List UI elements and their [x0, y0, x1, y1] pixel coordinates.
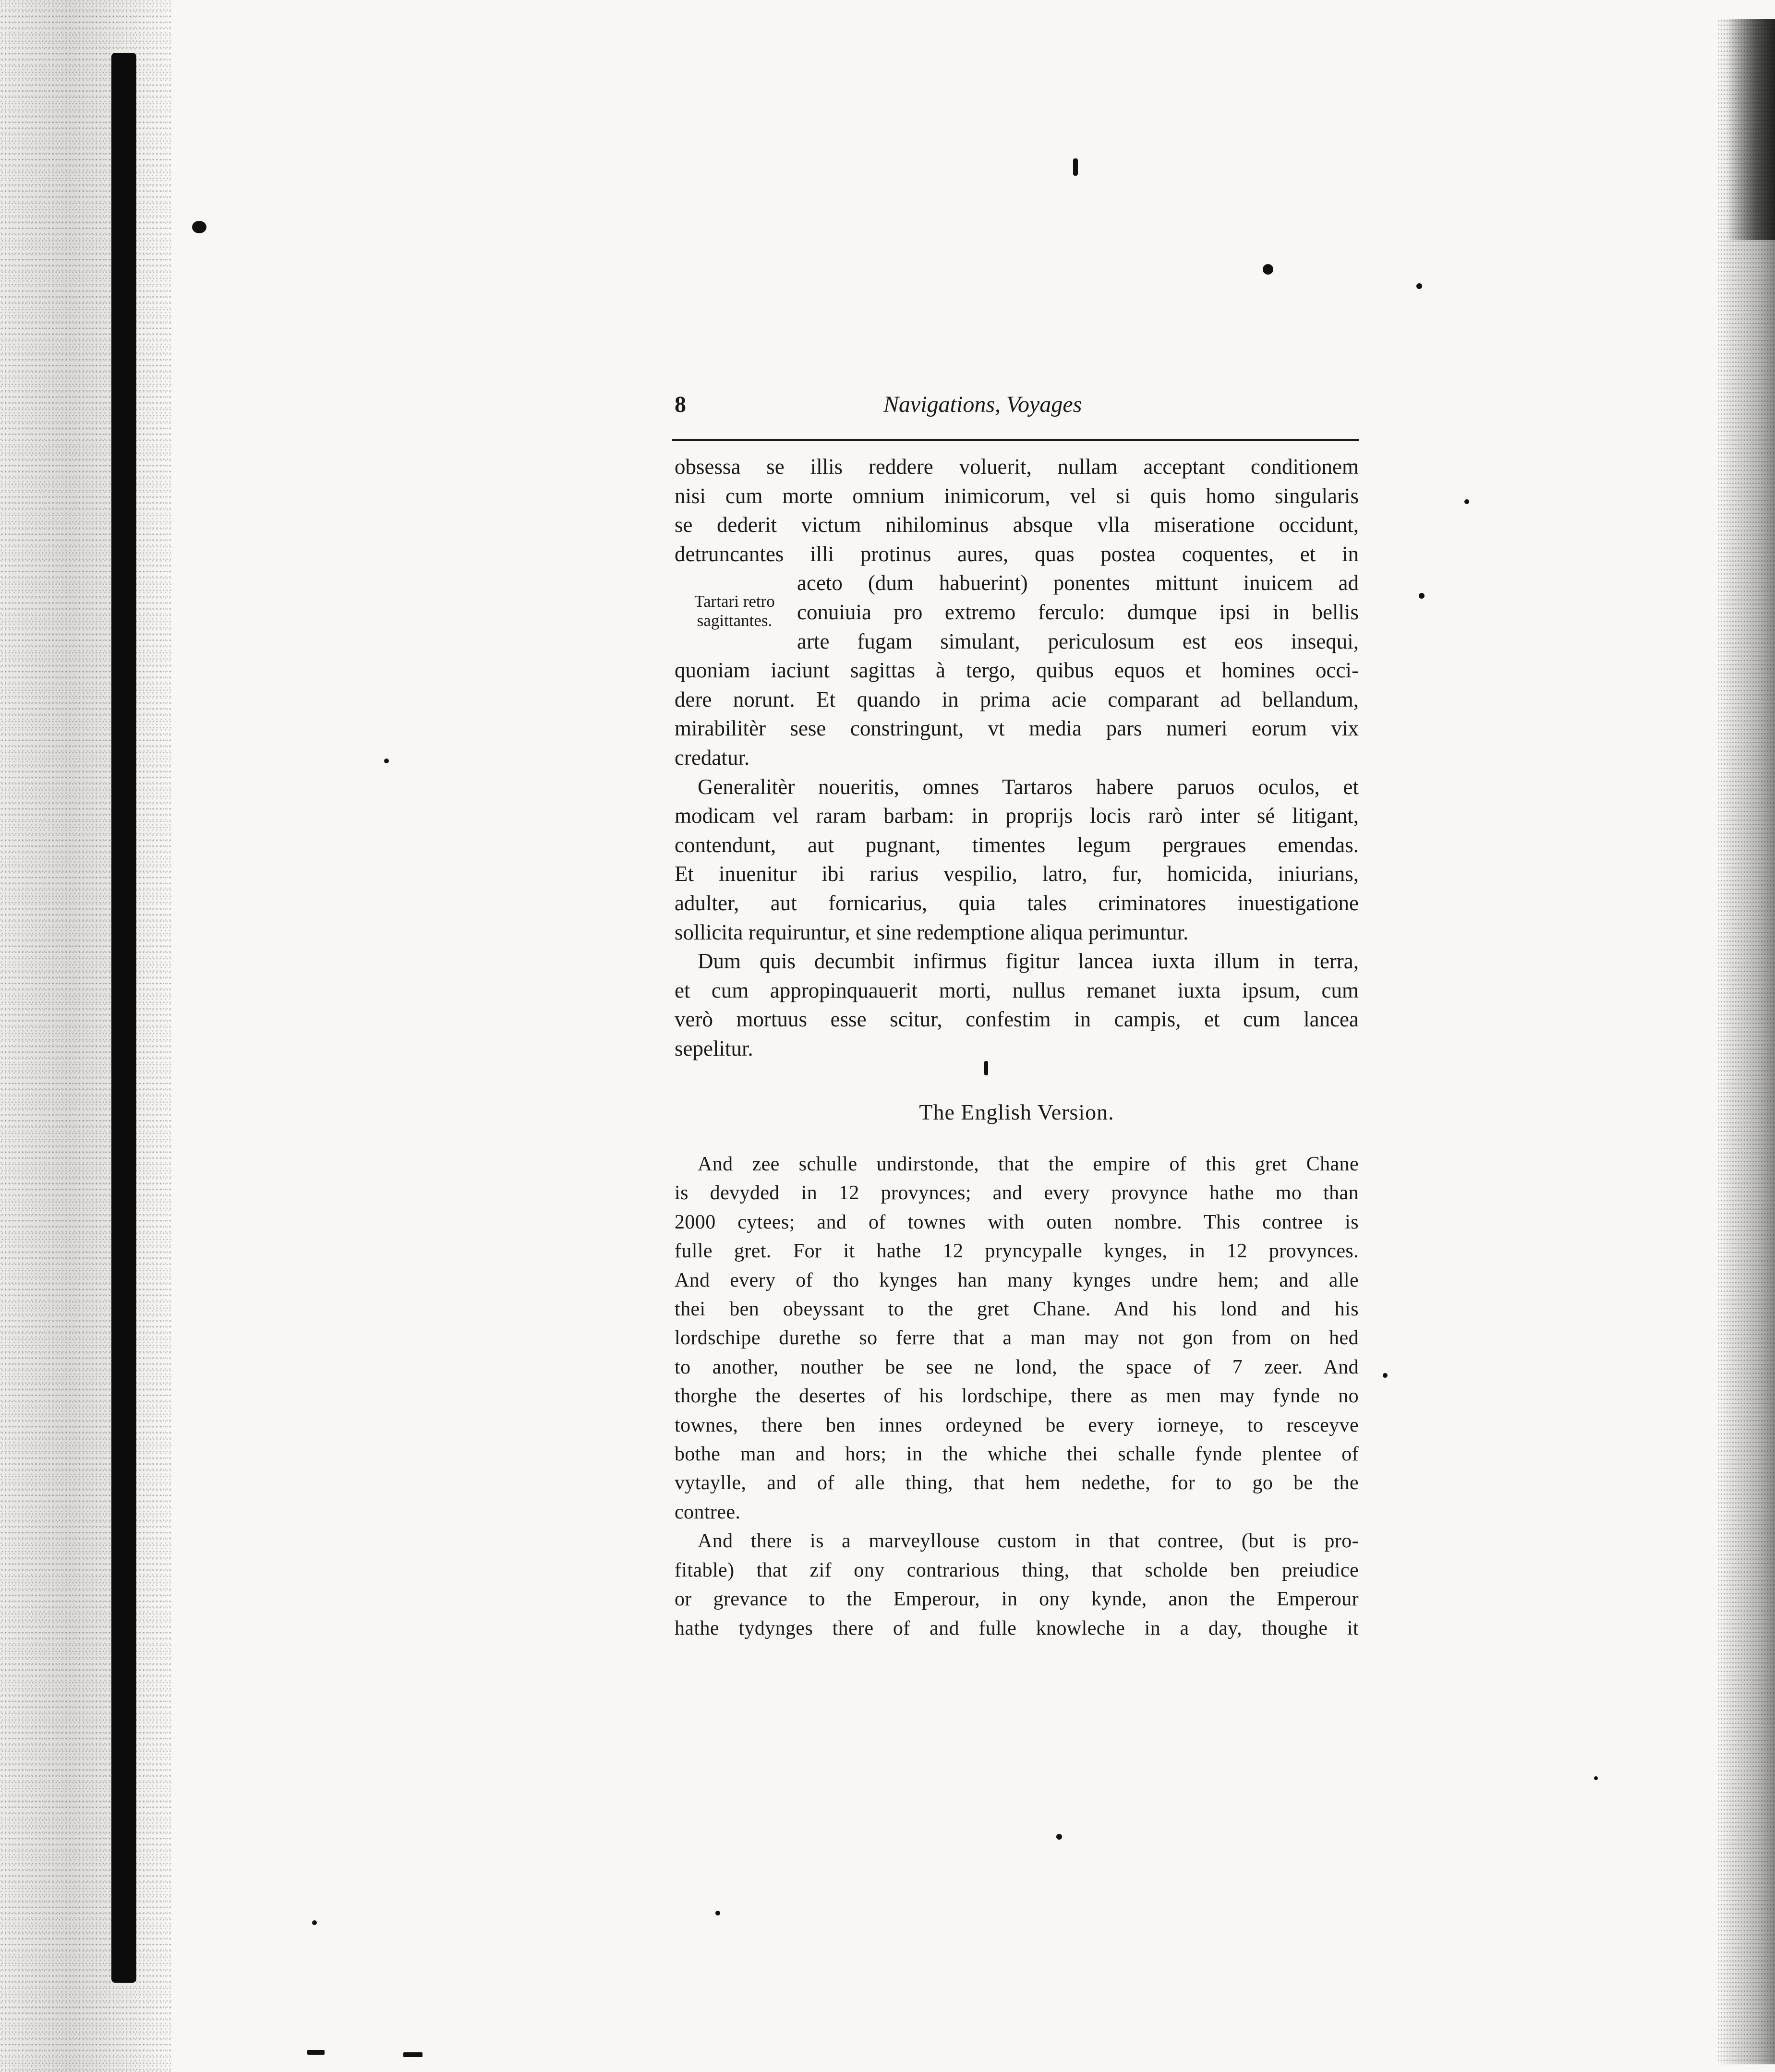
scan-speck — [1416, 283, 1422, 289]
text-line: thorghe the desertes of his lordschipe, there as men may fynde no — [675, 1385, 1359, 1408]
text-line: obsessa se illis reddere voluerit, nullam acceptant conditionem — [675, 455, 1359, 479]
scan-speck — [715, 1911, 720, 1915]
scan-speck — [984, 1061, 988, 1075]
scan-speck — [1056, 1834, 1062, 1840]
text-line: verò mortuus esse scitur, confestim in campis, et cum lancea — [675, 1007, 1359, 1032]
scan-speck — [384, 759, 389, 763]
scan-speck — [1073, 158, 1078, 176]
text-line: fulle gret. For it hathe 12 pryncypalle kynges, in 12 provynces. — [675, 1240, 1359, 1263]
text-line: nisi cum morte omnium inimicorum, vel si quis homo singularis — [675, 483, 1359, 508]
scan-speck — [1383, 1373, 1388, 1378]
english-text-block — [675, 1150, 1359, 1643]
scan-speck — [403, 2052, 423, 2057]
latin-text-block — [675, 452, 1359, 1063]
text-line: quoniam iaciunt sagittas à tergo, quibus equos et homines occi- — [675, 658, 1359, 683]
text-line: se dederit victum nihilominus absque vlla miseratione occidunt, — [675, 513, 1359, 537]
text-line: arte fugam simulant, periculosum est eos insequi, — [797, 629, 1359, 653]
scan-edge-dark-top-right — [1727, 19, 1775, 240]
text-line: conuiuia pro extremo ferculo: dumque ipsi in bellis — [797, 600, 1359, 624]
text-line: et cum appropinquauerit morti, nullus remanet iuxta ipsum, cum — [675, 978, 1359, 1002]
text-line: And zee schulle undirstonde, that the empire of this gret Chane — [698, 1153, 1359, 1175]
text-line: 2000 cytees; and of townes with outen nombre. This contree is — [675, 1211, 1359, 1233]
text-line: Dum quis decumbit infirmus figitur lancea iuxta illum in terra, — [698, 949, 1359, 974]
page-number: 8 — [675, 392, 686, 417]
text-line: mirabilitèr sese constringunt, vt media pars numeri eorum vix — [675, 716, 1359, 741]
text-line: sepelitur. — [675, 1036, 753, 1060]
scan-speck — [1263, 264, 1273, 275]
text-line: or grevance to the Emperour, in ony kynde, anon the Emperour — [675, 1588, 1359, 1611]
text-line: bothe man and hors; in the whiche thei schalle fynde plentee of — [675, 1443, 1359, 1466]
text-line: hathe tydynges there of and fulle knowleche in a day, thoughe it — [675, 1617, 1359, 1639]
text-line: thei ben obeyssant to the gret Chane. And his lond and his — [675, 1298, 1359, 1321]
scan-speck — [1594, 1776, 1598, 1780]
text-line: is devyded in 12 provynces; and every provynce hathe mo than — [675, 1182, 1359, 1205]
text-line: vytaylle, and of alle thing, that hem nedethe, for to go be the — [675, 1472, 1359, 1494]
text-line: fitable) that zif ony contrarious thing, that scholde ben preiudice — [675, 1559, 1359, 1581]
scan-speck — [312, 1920, 317, 1925]
text-line: dere norunt. Et quando in prima acie comparant ad bellandum, — [675, 687, 1359, 711]
text-line: lordschipe durethe so ferre that a man may not gon from on hed — [675, 1327, 1359, 1349]
scan-speck — [1464, 499, 1469, 504]
text-line: adulter, aut fornicarius, quia tales criminatores inuestigatione — [675, 891, 1359, 915]
text-line: Generalitèr noueritis, omnes Tartaros habere paruos oculos, et — [698, 774, 1359, 799]
text-line: sollicita requiruntur, et sine redemptione aliqua perimuntur. — [675, 920, 1189, 944]
text-line: Et inuenitur ibi rarius vespilio, latro, fur, homicida, iniurians, — [675, 862, 1359, 886]
text-line: to another, nouther be see ne lond, the space of 7 zeer. And — [675, 1356, 1359, 1378]
text-line: contendunt, aut pugnant, timentes legum pergraues emendas. — [675, 832, 1359, 857]
scan-speck — [307, 2050, 325, 2055]
marginal-note-line: sagittantes. — [697, 611, 773, 630]
scan-speck — [1419, 593, 1425, 599]
running-head: Navigations, Voyages — [883, 392, 1082, 417]
text-line: And every of tho kynges han many kynges undre hem; and alle — [675, 1269, 1359, 1291]
scan-edge-shadow-left — [0, 0, 173, 2072]
text-line: credatur. — [675, 745, 750, 770]
book-binding-shadow — [111, 53, 136, 1983]
text-line: And there is a marveyllouse custom in that contree, (but is pro- — [698, 1530, 1359, 1553]
scan-edge-shadow-right — [1717, 19, 1775, 2064]
text-line: contree. — [675, 1501, 741, 1523]
marginal-note-line: Tartari retro — [694, 592, 775, 611]
text-line: aceto (dum habuerint) ponentes mittunt inuicem ad — [797, 571, 1359, 595]
text-line: townes, there ben innes ordeyned be every iorneye, to resceyve — [675, 1414, 1359, 1436]
text-line: detruncantes illi protinus aures, quas postea coquentes, et in — [675, 542, 1359, 566]
text-line: modicam vel raram barbam: in proprijs locis rarò inter sé litigant, — [675, 804, 1359, 828]
scan-speck — [192, 221, 206, 233]
header-rule — [672, 439, 1359, 441]
section-heading: The English Version. — [919, 1100, 1114, 1124]
